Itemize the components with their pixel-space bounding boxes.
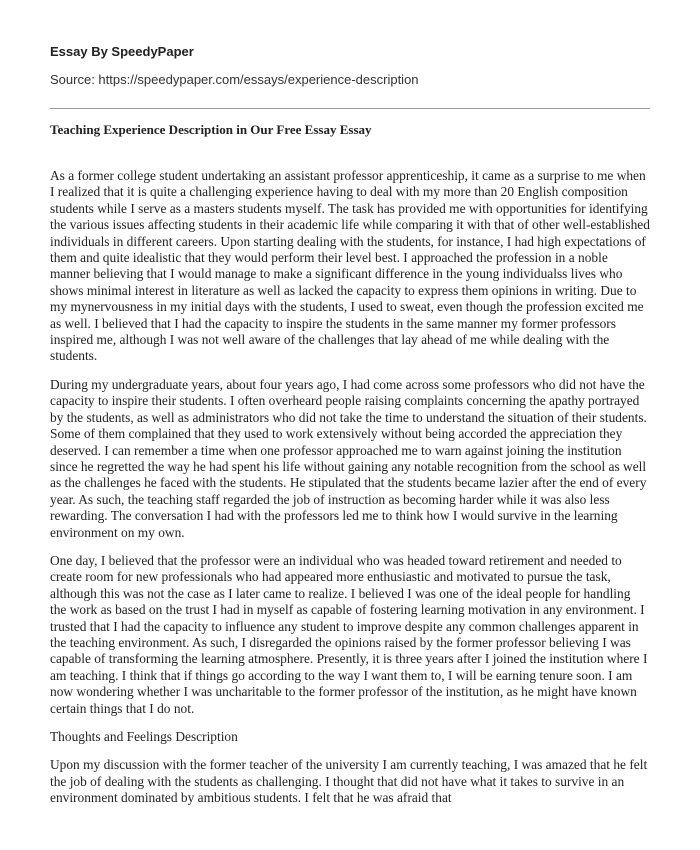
section-heading: Thoughts and Feelings Description (50, 729, 238, 744)
essay-body (50, 168, 650, 819)
header-title: Essay By SpeedyPaper (50, 44, 194, 59)
paragraph: One day, I believed that the professor were an individual who was headed toward retirement and needed to create room for new professionals who had appeared more enthusiastic and motivated to pursue the task, although this was not the case as I later came to realize. I believed I was one of the ideal people for handling the work as based on the trust I had in myself as capable of fostering learning motivation in any environment. I trusted that I had the capacity to influence any student to improve despite any common challenges apparent in the teaching environment. As such, I disregarded the opinions raised by the former professor believing I was capable of transforming the learning atmosphere. Presently, it is three years after I joined the institution where I am teaching. I think that if things go according to the way I want them to, I will be earning tenure soon. I am now wondering whether I was uncharitable to the former professor of the institution, as he might have known certain things that I do not. (50, 552, 648, 716)
divider (50, 108, 650, 109)
paragraph: Upon my discussion with the former teacher of the university I am currently teaching, I was amazed that he felt the job of dealing with the students as challenging. I thought that did not have what it takes to survive in an environment dominated by ambitious students. I felt that he was afraid that (50, 757, 648, 806)
paragraph: During my undergraduate years, about four years ago, I had come across some professors who did not have the capacity to inspire their students. I often overheard people raising complaints concerning the apathy portrayed by the students, as well as administrators who did not take the time to understand the situation of their students. Some of them complained that they used to work extensively without being accorded the appreciation they deserved. I can remember a time when one professor approached me to warn against joining the institution since he regretted the way he had spent his life without gaining any notable recognition from the school as well as the challenges he faced with the students. He stipulated that the students became lazier after the end of every year. As such, the teaching staff regarded the job of instruction as becoming harder while it was also less rewarding. The conversation I had with the professors led me to think how I would survive in the learning environment on my own. (50, 376, 647, 540)
essay-title: Teaching Experience Description in Our Free Essay Essay (50, 122, 372, 137)
paragraph: As a former college student undertaking an assistant professor apprenticeship, it came as a surprise to me when I realized that it is quite a challenging experience having to deal with my more than 20 English composition students while I serve as a masters students myself. The task has provided me with opportunities for identifying the various issues affecting students in their academic life while comparing it with that of other well-established individuals in different careers. Upon starting dealing with the students, for instance, I had high expectations of them and quite idealistic that they would perform their level best. I approached the profession in a noble manner believing that I would manage to make a significant difference in the young individualss lives who shows minimal interest in literature as well as lacked the capacity to express them opinions in writing. Due to my mynervousness in my initial days with the students, I used to sweat, even though the profession excited me as well. I believed that I had the capacity to inspire the students in the same manner my former professors inspired me, although I was not well aware of the challenges that lay ahead of me while dealing with the students. (50, 168, 650, 364)
source-line: Source: https://speedypaper.com/essays/experience-description (50, 72, 419, 87)
